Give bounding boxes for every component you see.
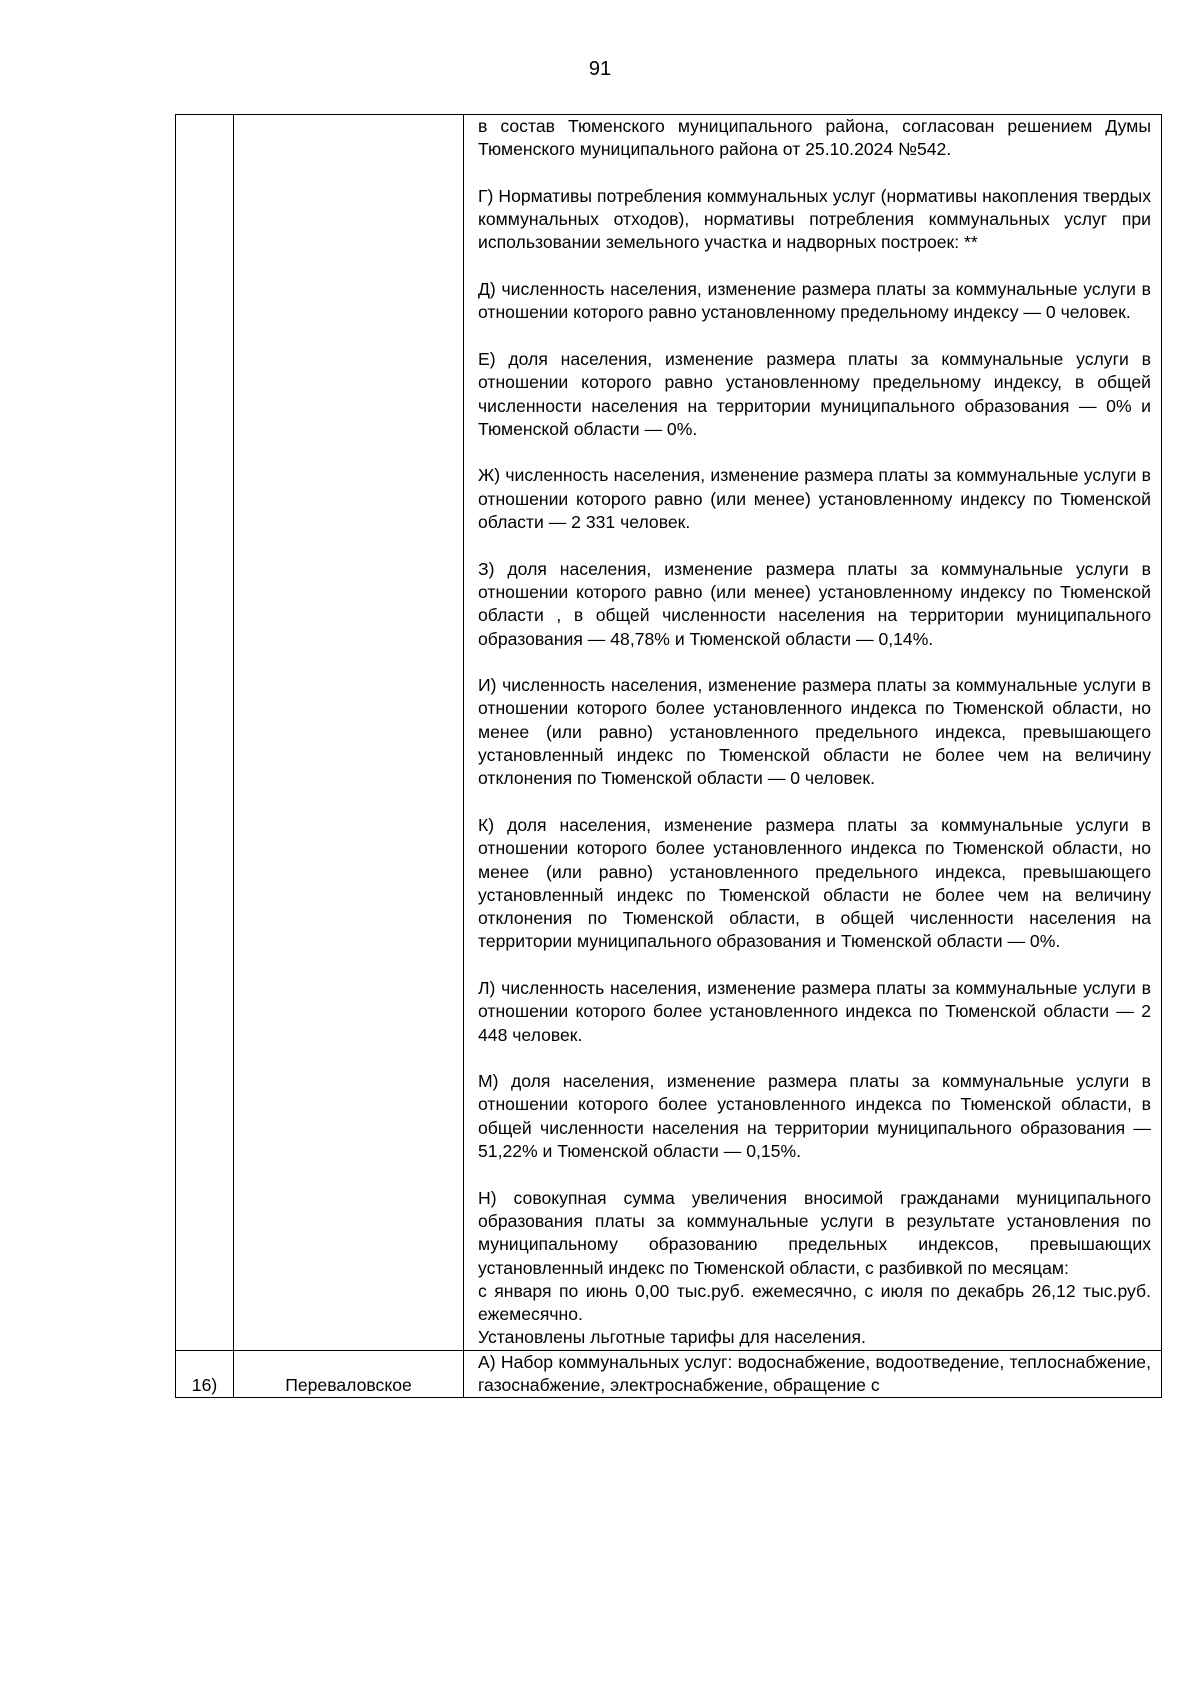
paragraph: в состав Тюменского муниципального района, согласован решением Думы Тюменского муниципального района от 25.10.2024 №542. xyxy=(478,116,1151,160)
municipal-table xyxy=(175,114,1162,1398)
municipality-name-cell: Переваловское xyxy=(234,1350,464,1398)
paragraph: Установлены льготные тарифы для населения. xyxy=(478,1327,866,1348)
table-row xyxy=(176,1350,1162,1398)
description-cell xyxy=(464,115,1162,1351)
paragraph: Е) доля населения, изменение размера платы за коммунальные услуги в отношении которого равно установленному предельному индексу, в общей численности населения на территории муниципального образования — 0% и Тюменской области — 0%. xyxy=(478,348,1151,439)
row-number-cell: 16) xyxy=(176,1350,234,1398)
paragraph: Д) численность населения, изменение размера платы за коммунальные услуги в отношении которого равно установленному предельному индексу — 0 человек. xyxy=(478,279,1151,323)
page-number: 91 xyxy=(588,58,612,80)
paragraph: А) Набор коммунальных услуг: водоснабжение, водоотведение, теплоснабжение, газоснабжение, электроснабжение, обращение с xyxy=(478,1351,1151,1396)
paragraph: Н) совокупная сумма увеличения вносимой гражданами муниципального образования платы за коммунальные услуги в результате установления по муниципальному образованию предельных индексов, превышающих установленный индекс по Тюменской области, с разбивкой по месяцам: xyxy=(478,1187,1151,1278)
paragraph: К) доля населения, изменение размера платы за коммунальные услуги в отношении которого более установленного индекса по Тюменской области, но менее (или равно) установленного предельного индекса, превышающего установленный индекс по Тюменской области не более чем на величину отклонения по Тюменской области, в общей численности населения на территории муниципального образования и Тюменской области — 0%. xyxy=(478,814,1151,952)
paragraph: З) доля населения, изменение размера платы за коммунальные услуги в отношении которого равно (или менее) установленному индексу по Тюменской области , в общей численности населения на территории муниципального образования — 48,78% и Тюменской области — 0,14%. xyxy=(478,558,1151,649)
paragraph: Г) Нормативы потребления коммунальных услуг (нормативы накопления твердых коммунальных отходов), нормативы потребления коммунальных услуг при использовании земельного участка и надворных построек: ** xyxy=(478,185,1151,253)
row-number-cell xyxy=(176,115,234,1351)
paragraph: М) доля населения, изменение размера платы за коммунальные услуги в отношении которого более установленного индекса по Тюменской области, в общей численности населения на территории муниципального образования — 51,22% и Тюменской области — 0,15%. xyxy=(478,1071,1151,1162)
paragraph: Л) численность населения, изменение размера платы за коммунальные услуги в отношении которого более установленного индекса по Тюменской области — 2 448 человек. xyxy=(478,977,1151,1045)
paragraph: с января по июнь 0,00 тыс.руб. ежемесячно, с июля по декабрь 26,12 тыс.руб. ежемесячно. xyxy=(478,1280,1151,1325)
paragraph: Ж) численность населения, изменение размера платы за коммунальные услуги в отношении которого равно (или менее) установленному индексу по Тюменской области — 2 331 человек. xyxy=(478,465,1151,533)
paragraph: И) численность населения, изменение размера платы за коммунальные услуги в отношении которого более установленного индекса по Тюменской области, но менее (или равно) установленного предельного индекса, превышающего установленный индекс по Тюменской области не более чем на величину отклонения по Тюменской области — 0 человек. xyxy=(478,675,1151,789)
description-cell xyxy=(464,1350,1162,1398)
table-row xyxy=(176,115,1162,1351)
municipality-name-cell xyxy=(234,115,464,1351)
